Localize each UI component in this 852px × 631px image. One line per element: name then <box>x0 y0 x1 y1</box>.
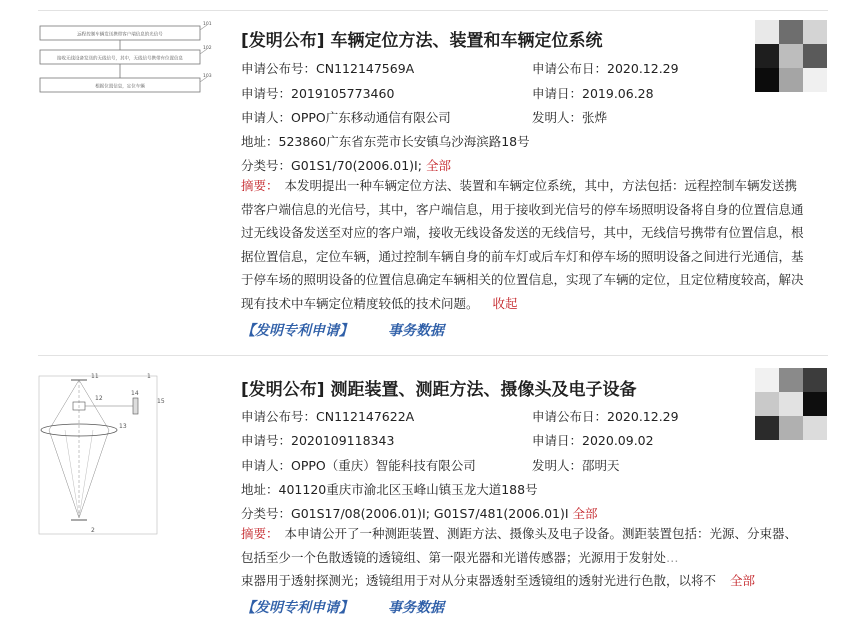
blurred-qr-code <box>755 20 827 92</box>
classification-all-link[interactable]: 全部 <box>425 158 451 173</box>
abstract-line: 过无线设备发送至对应的客户端，接收无线设备发送的无线信号，其中，无线信号携带有位置信息，根 <box>241 225 804 240</box>
abstract-line: 据位置信息，定位车辆，通过控制车辆自身的前车灯或后车灯和停车场的照明设备之间进行光通信，基 <box>241 248 804 264</box>
diagram-label: 2 <box>91 527 95 534</box>
diagram-label: 12 <box>95 395 103 402</box>
diagram-label: 1 <box>147 373 151 380</box>
collapse-link[interactable]: 收起 <box>492 295 518 311</box>
diagram-label: 13 <box>119 423 127 430</box>
application-number: 申请号：2019105773460 <box>241 86 395 101</box>
classification: 分类号：G01S17/08(2006.01)I; G01S7/481(2006.01)I 全部 <box>241 506 598 521</box>
blurred-qr-code <box>755 368 827 440</box>
optical-diagram-thumbnail[interactable] <box>35 368 210 538</box>
flow-box-2: 接收无线设备发送的无线信号，其中，无线信号携带有位置信息 <box>57 56 183 62</box>
address: 地址：401120重庆市渝北区玉峰山镇玉龙大道188号 <box>241 482 538 497</box>
applicant: 申请人：OPPO广东移动通信有限公司 <box>241 110 451 125</box>
address: 地址：523860广东省东莞市长安镇乌沙海滨路18号 <box>241 134 530 149</box>
flow-box-3: 根据位置信息，定位车辆 <box>95 84 145 90</box>
diagram-label: 14 <box>131 390 139 397</box>
abstract-line: 带客户端信息的光信号，其中，客户端信息，用于接收到光信号的停车场照明设备将自身的位置信息通 <box>241 201 804 217</box>
affairs-data-link[interactable]: 事务数据 <box>388 323 444 339</box>
top-divider <box>38 10 828 11</box>
record-title[interactable]: [发明公布] 测距装置、测距方法、摄像头及电子设备 <box>241 380 637 400</box>
affairs-data-link[interactable]: 事务数据 <box>388 600 444 616</box>
abstract-line: 本发明提出一种车辆定位方法、装置和车辆定位系统，其中，方法包括：远程控制车辆发送携 <box>284 178 798 193</box>
abstract-label: 摘要： <box>241 178 279 193</box>
abstract-line: 现有技术中车辆定位精度较低的技术问题。 <box>241 295 479 311</box>
record-divider <box>38 355 828 356</box>
diagram-label: 11 <box>91 373 99 380</box>
flow-box-1: 远程控制车辆发送携带客户端信息的光信号 <box>77 32 163 38</box>
publication-date: 申请公布日：2020.12.29 <box>532 61 679 76</box>
publication-date: 申请公布日：2020.12.29 <box>532 409 679 424</box>
patent-application-link[interactable]: 【发明专利申请】 <box>241 600 353 616</box>
abstract-line: 包括至少一个色散透镜的透镜组、第一限光器和光谱传感器；光源用于发射处 <box>241 549 667 565</box>
diagram-label: 15 <box>157 398 165 405</box>
flow-step-1: 101 <box>203 22 212 27</box>
classification: 分类号：G01S1/70(2006.01)I; 全部 <box>241 158 451 173</box>
application-number: 申请号：2020109118343 <box>241 433 395 448</box>
abstract <box>241 174 831 315</box>
abstract-line: 本申请公开了一种测距装置、测距方法、摄像头及电子设备。测距装置包括：光源、分束器、 <box>284 526 798 541</box>
flow-step-3: 103 <box>203 74 212 79</box>
inventor: 发明人：张烨 <box>532 110 608 125</box>
abstract: 摘要： 本申请公开了一种测距装置、测距方法、摄像头及电子设备。测距装置包括：光源、分束器、 包括至少一个色散透镜的透镜组、第一限光器和光谱传感器；光源用于发射处… 束器用于透射探测光；透镜组用于对从分束器透射至透镜组的透射光进行色散，以将不 全部 <box>241 526 798 588</box>
application-date: 申请日：2020.09.02 <box>532 433 654 448</box>
publication-number: 申请公布号：CN112147622A <box>241 409 415 424</box>
inventor: 发明人：邵明天 <box>532 458 620 473</box>
flowchart-thumbnail[interactable] <box>35 20 210 110</box>
expand-link[interactable]: 全部 <box>730 573 756 588</box>
abstract-line: 于停车场的照明设备的位置信息确定车辆相关的位置信息，实现了车辆的定位，且定位精度较高，解决 <box>241 272 804 287</box>
flow-step-2: 102 <box>203 46 212 51</box>
patent-application-link[interactable]: 【发明专利申请】 <box>241 323 353 339</box>
publication-number: 申请公布号：CN112147569A <box>241 61 415 76</box>
abstract-label: 摘要： <box>241 526 279 541</box>
applicant: 申请人：OPPO（重庆）智能科技有限公司 <box>241 458 476 473</box>
abstract-line: 束器用于透射探测光；透镜组用于对从分束器透射至透镜组的透射光进行色散，以将不 <box>241 573 717 588</box>
classification-all-link[interactable]: 全部 <box>572 506 598 521</box>
record-title[interactable]: [发明公布] 车辆定位方法、装置和车辆定位系统 <box>241 31 603 51</box>
application-date: 申请日：2019.06.28 <box>532 86 654 101</box>
